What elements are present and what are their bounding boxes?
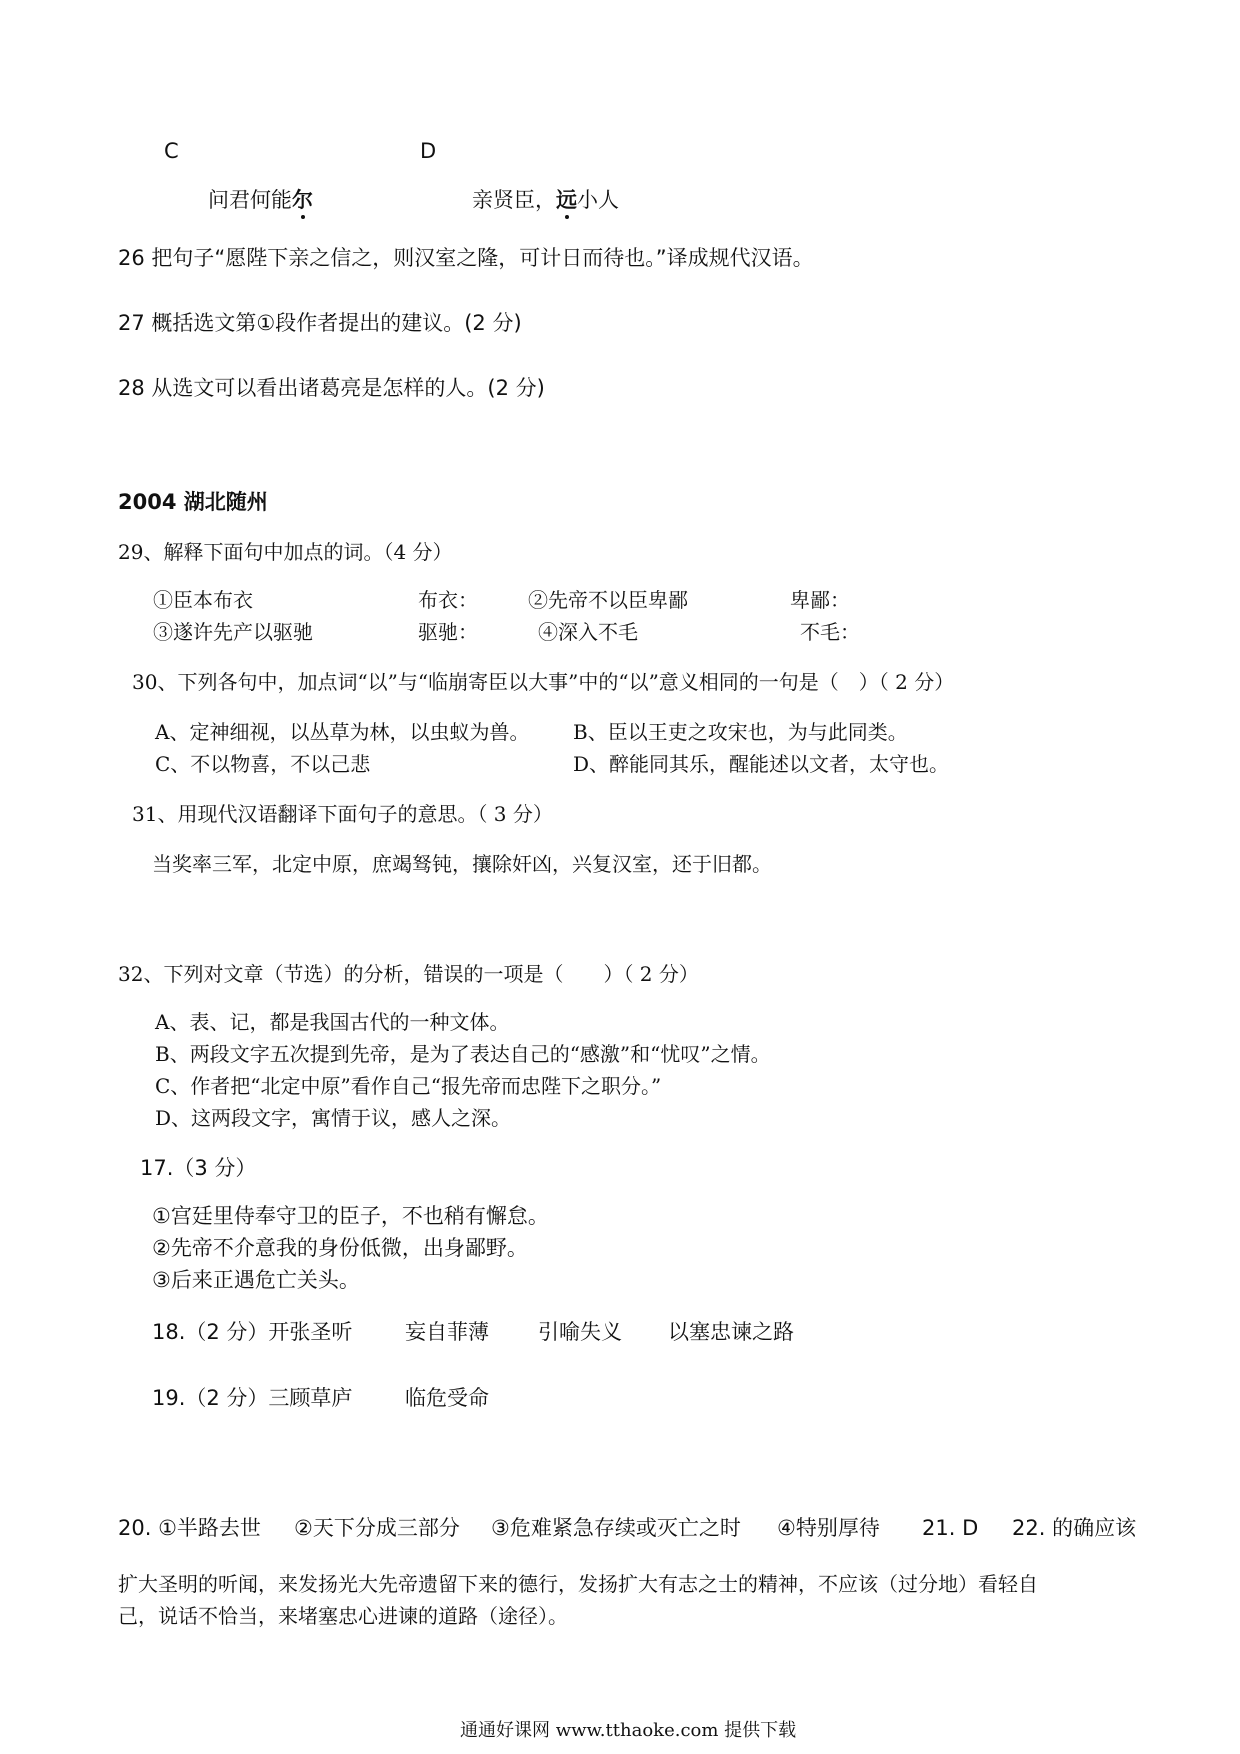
option-c-text-main: 问君何能 — [208, 188, 292, 212]
q30-option-d: D、醉能同其乐，醒能述以文者，太守也。 — [573, 752, 950, 776]
answer-17-item-1: ①宫廷里侍奉守卫的臣子，不也稍有懈怠。 — [152, 1204, 549, 1228]
answer-22-line-1: 扩大圣明的听闻，来发扬光大先帝遗留下来的德行，发扬扩大有志之士的精神，不应该（过分地）看轻自 — [118, 1572, 1038, 1596]
question-28: 28 从选文可以看出诸葛亮是怎样的人。(2 分) — [118, 376, 545, 400]
option-d-text-main: 亲贤臣， — [472, 188, 556, 212]
answer-18-part-1: 18.（2 分）开张圣听 — [152, 1320, 353, 1344]
option-d-label: D — [420, 139, 437, 163]
option-c-label: C — [164, 139, 179, 163]
answer-20-item-1: 20. ①半路去世 — [118, 1516, 261, 1540]
answer-19-part-2: 临危受命 — [405, 1386, 489, 1410]
answer-22-line-2: 己，说话不恰当，来堵塞忠心进谏的道路（途径）。 — [118, 1604, 568, 1628]
option-c-dotted-char: 尔 — [292, 188, 313, 212]
answer-20-item-4: ④特别厚待 — [777, 1516, 880, 1540]
option-d-text — [472, 188, 619, 213]
answer-17-item-2: ②先帝不介意我的身份低微，出身鄙野。 — [152, 1236, 528, 1260]
answer-22-start: 22. 的确应该 — [1012, 1516, 1137, 1540]
question-26: 26 把句子“愿陛下亲之信之，则汉室之隆，可计日而待也。”译成规代汉语。 — [118, 246, 814, 270]
q32-option-a: A、表、记，都是我国古代的一种文体。 — [155, 1010, 510, 1034]
option-d-dotted-char: 远 — [556, 188, 577, 212]
question-31-text: 当奖率三军，北定中原，庶竭驽钝，攘除奸凶，兴复汉室，还于旧都。 — [152, 852, 772, 876]
q29-item-1: ①臣本布衣 — [153, 588, 253, 612]
q29-blank-4: 不毛： — [800, 620, 860, 644]
q30-option-c: C、不以物喜，不以己悲 — [155, 752, 371, 776]
answer-17-title: 17.（3 分） — [140, 1156, 257, 1180]
q32-option-d: D、这两段文字，寓情于议，感人之深。 — [155, 1106, 512, 1130]
q29-blank-2: 卑鄙： — [790, 588, 850, 612]
question-29-title: 29、解释下面句中加点的词。（4 分） — [118, 540, 453, 564]
answer-18-part-2: 妄自菲薄 — [405, 1320, 489, 1344]
answer-20-item-3: ③危难紧急存续或灭亡之时 — [491, 1516, 741, 1540]
answer-18-part-3: 引喻失义 — [538, 1320, 622, 1344]
footer-credit: 通通好课网 www.tthaoke.com 提供下载 — [460, 1720, 797, 1741]
q29-blank-3: 驱驰： — [418, 620, 478, 644]
q29-blank-1: 布衣： — [418, 588, 478, 612]
q29-item-2: ②先帝不以臣卑鄙 — [528, 588, 688, 612]
option-c-text — [208, 188, 313, 213]
answer-18-part-4: 以塞忠谏之路 — [668, 1320, 794, 1344]
answer-20-item-2: ②天下分成三部分 — [294, 1516, 460, 1540]
q30-option-b: B、臣以王吏之攻宋也，为与此同类。 — [573, 720, 908, 744]
question-31-title: 31、用现代汉语翻译下面句子的意思。（ 3 分） — [132, 802, 553, 826]
q29-item-3: ③遂许先产以驱驰 — [153, 620, 313, 644]
answer-17-item-3: ③后来正遇危亡关头。 — [152, 1268, 360, 1292]
question-27: 27 概括选文第①段作者提出的建议。(2 分) — [118, 311, 522, 335]
question-32-title: 32、下列对文章（节选）的分析，错误的一项是（ ）（ 2 分） — [118, 962, 699, 986]
answer-21: 21. D — [922, 1516, 979, 1540]
q32-option-c: C、作者把“北定中原”看作自己“报先帝而忠陛下之职分。” — [155, 1074, 662, 1098]
option-d-text-rest: 小人 — [577, 188, 619, 212]
q29-item-4: ④深入不毛 — [538, 620, 638, 644]
question-30-title: 30、下列各句中，加点词“以”与“临崩寄臣以大事”中的“以”意义相同的一句是（ ）（ 2 分） — [132, 670, 955, 694]
section-title: 2004 湖北随州 — [118, 490, 268, 514]
answer-19-part-1: 19.（2 分）三顾草庐 — [152, 1386, 353, 1410]
q30-option-a: A、定神细视，以丛草为林，以虫蚁为兽。 — [155, 720, 530, 744]
q32-option-b: B、两段文字五次提到先帝，是为了表达自己的“感激”和“忧叹”之情。 — [155, 1042, 771, 1066]
